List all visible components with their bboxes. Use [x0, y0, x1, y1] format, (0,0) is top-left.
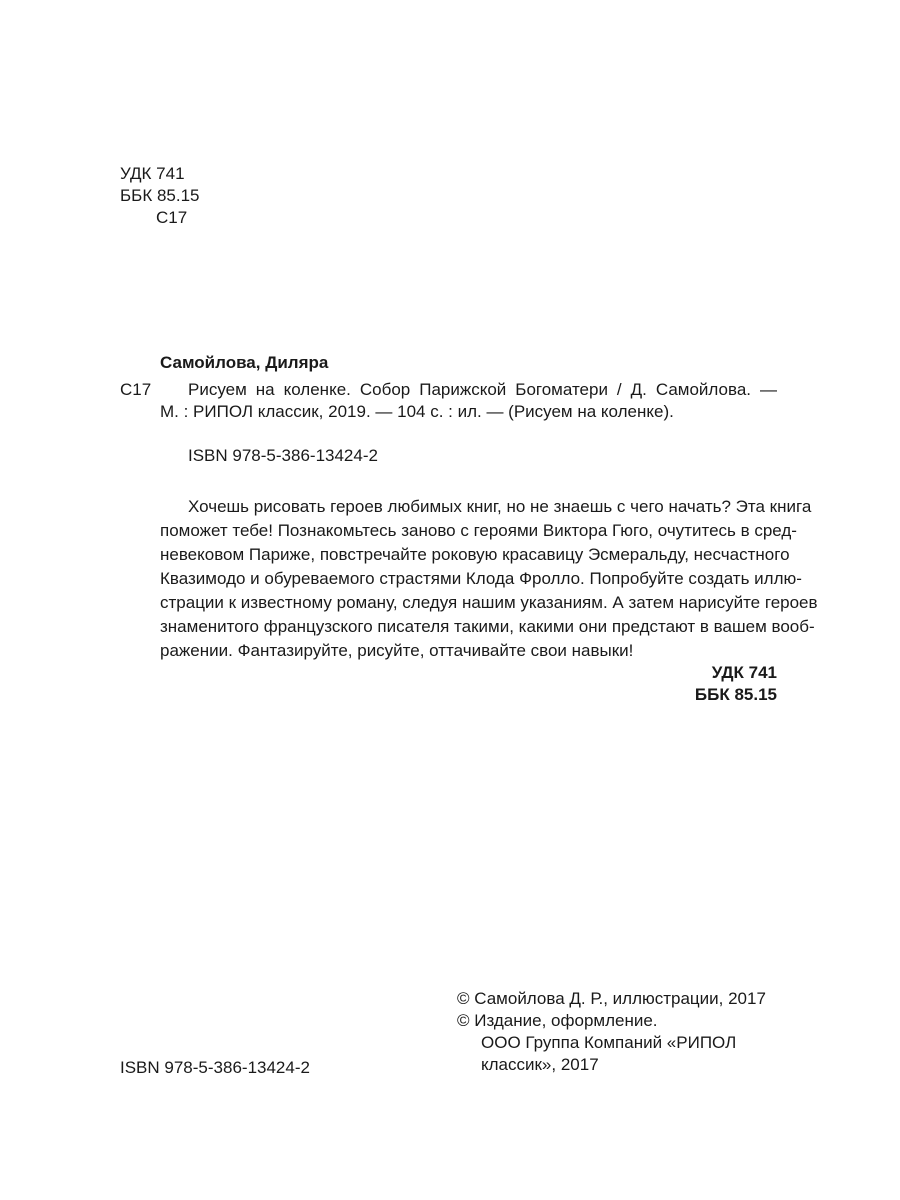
annotation-line: Хочешь рисовать героев любимых книг, но не знаешь с чего начать? Эта книга — [188, 497, 812, 516]
udk-code-top: УДК 741 — [120, 164, 185, 183]
annotation-line: Квазимодо и обуреваемого страстями Клода Фролло. Попробуйте создать иллю- — [160, 569, 802, 588]
author-heading: Самойлова, Диляра — [160, 353, 329, 372]
copyright-line-edition: © Издание, оформление. — [457, 1011, 658, 1030]
isbn-record: ISBN 978-5-386-13424-2 — [188, 446, 378, 465]
bbk-code-top: ББК 85.15 — [120, 186, 200, 205]
annotation-line: страции к известному роману, следуя нашим указаниям. А затем нарисуйте героев — [160, 593, 818, 612]
bibliographic-description — [160, 379, 777, 423]
udk-code-bottom: УДК 741 — [711, 663, 777, 682]
isbn-bottom: ISBN 978-5-386-13424-2 — [120, 1058, 310, 1077]
annotation-line: ражении. Фантазируйте, рисуйте, оттачивайте свои навыки! — [160, 641, 634, 660]
bibliographic-line-2: М. : РИПОЛ классик, 2019. — 104 с. : ил. — (Рисуем на коленке). — [160, 402, 674, 421]
cutter-code-top: С17 — [156, 208, 188, 227]
copyright-block — [457, 988, 766, 1076]
classification-bottom-block — [600, 662, 777, 706]
copyright-line-publisher-year: классик», 2017 — [481, 1055, 599, 1074]
annotation-line: невековом Париже, повстречайте роковую красавицу Эсмеральду, несчастного — [160, 545, 790, 564]
bibliographic-line-1: Рисуем на коленке. Собор Парижской Богоматери / Д. Самойлова. — — [188, 380, 777, 399]
bbk-code-bottom: ББК 85.15 — [694, 685, 777, 704]
annotation-line: поможет тебе! Познакомьтесь заново с героями Виктора Гюго, очутитесь в сред- — [160, 521, 797, 540]
annotation-paragraph — [160, 495, 818, 663]
copyright-line-publisher: ООО Группа Компаний «РИПОЛ — [481, 1033, 737, 1052]
copyright-line-illustrations: © Самойлова Д. Р., иллюстрации, 2017 — [457, 989, 766, 1008]
annotation-line: знаменитого французского писателя такими, какими они предстают в вашем вооб- — [160, 617, 815, 636]
classification-top-block — [120, 163, 199, 229]
cutter-code-record: С17 — [120, 380, 152, 399]
